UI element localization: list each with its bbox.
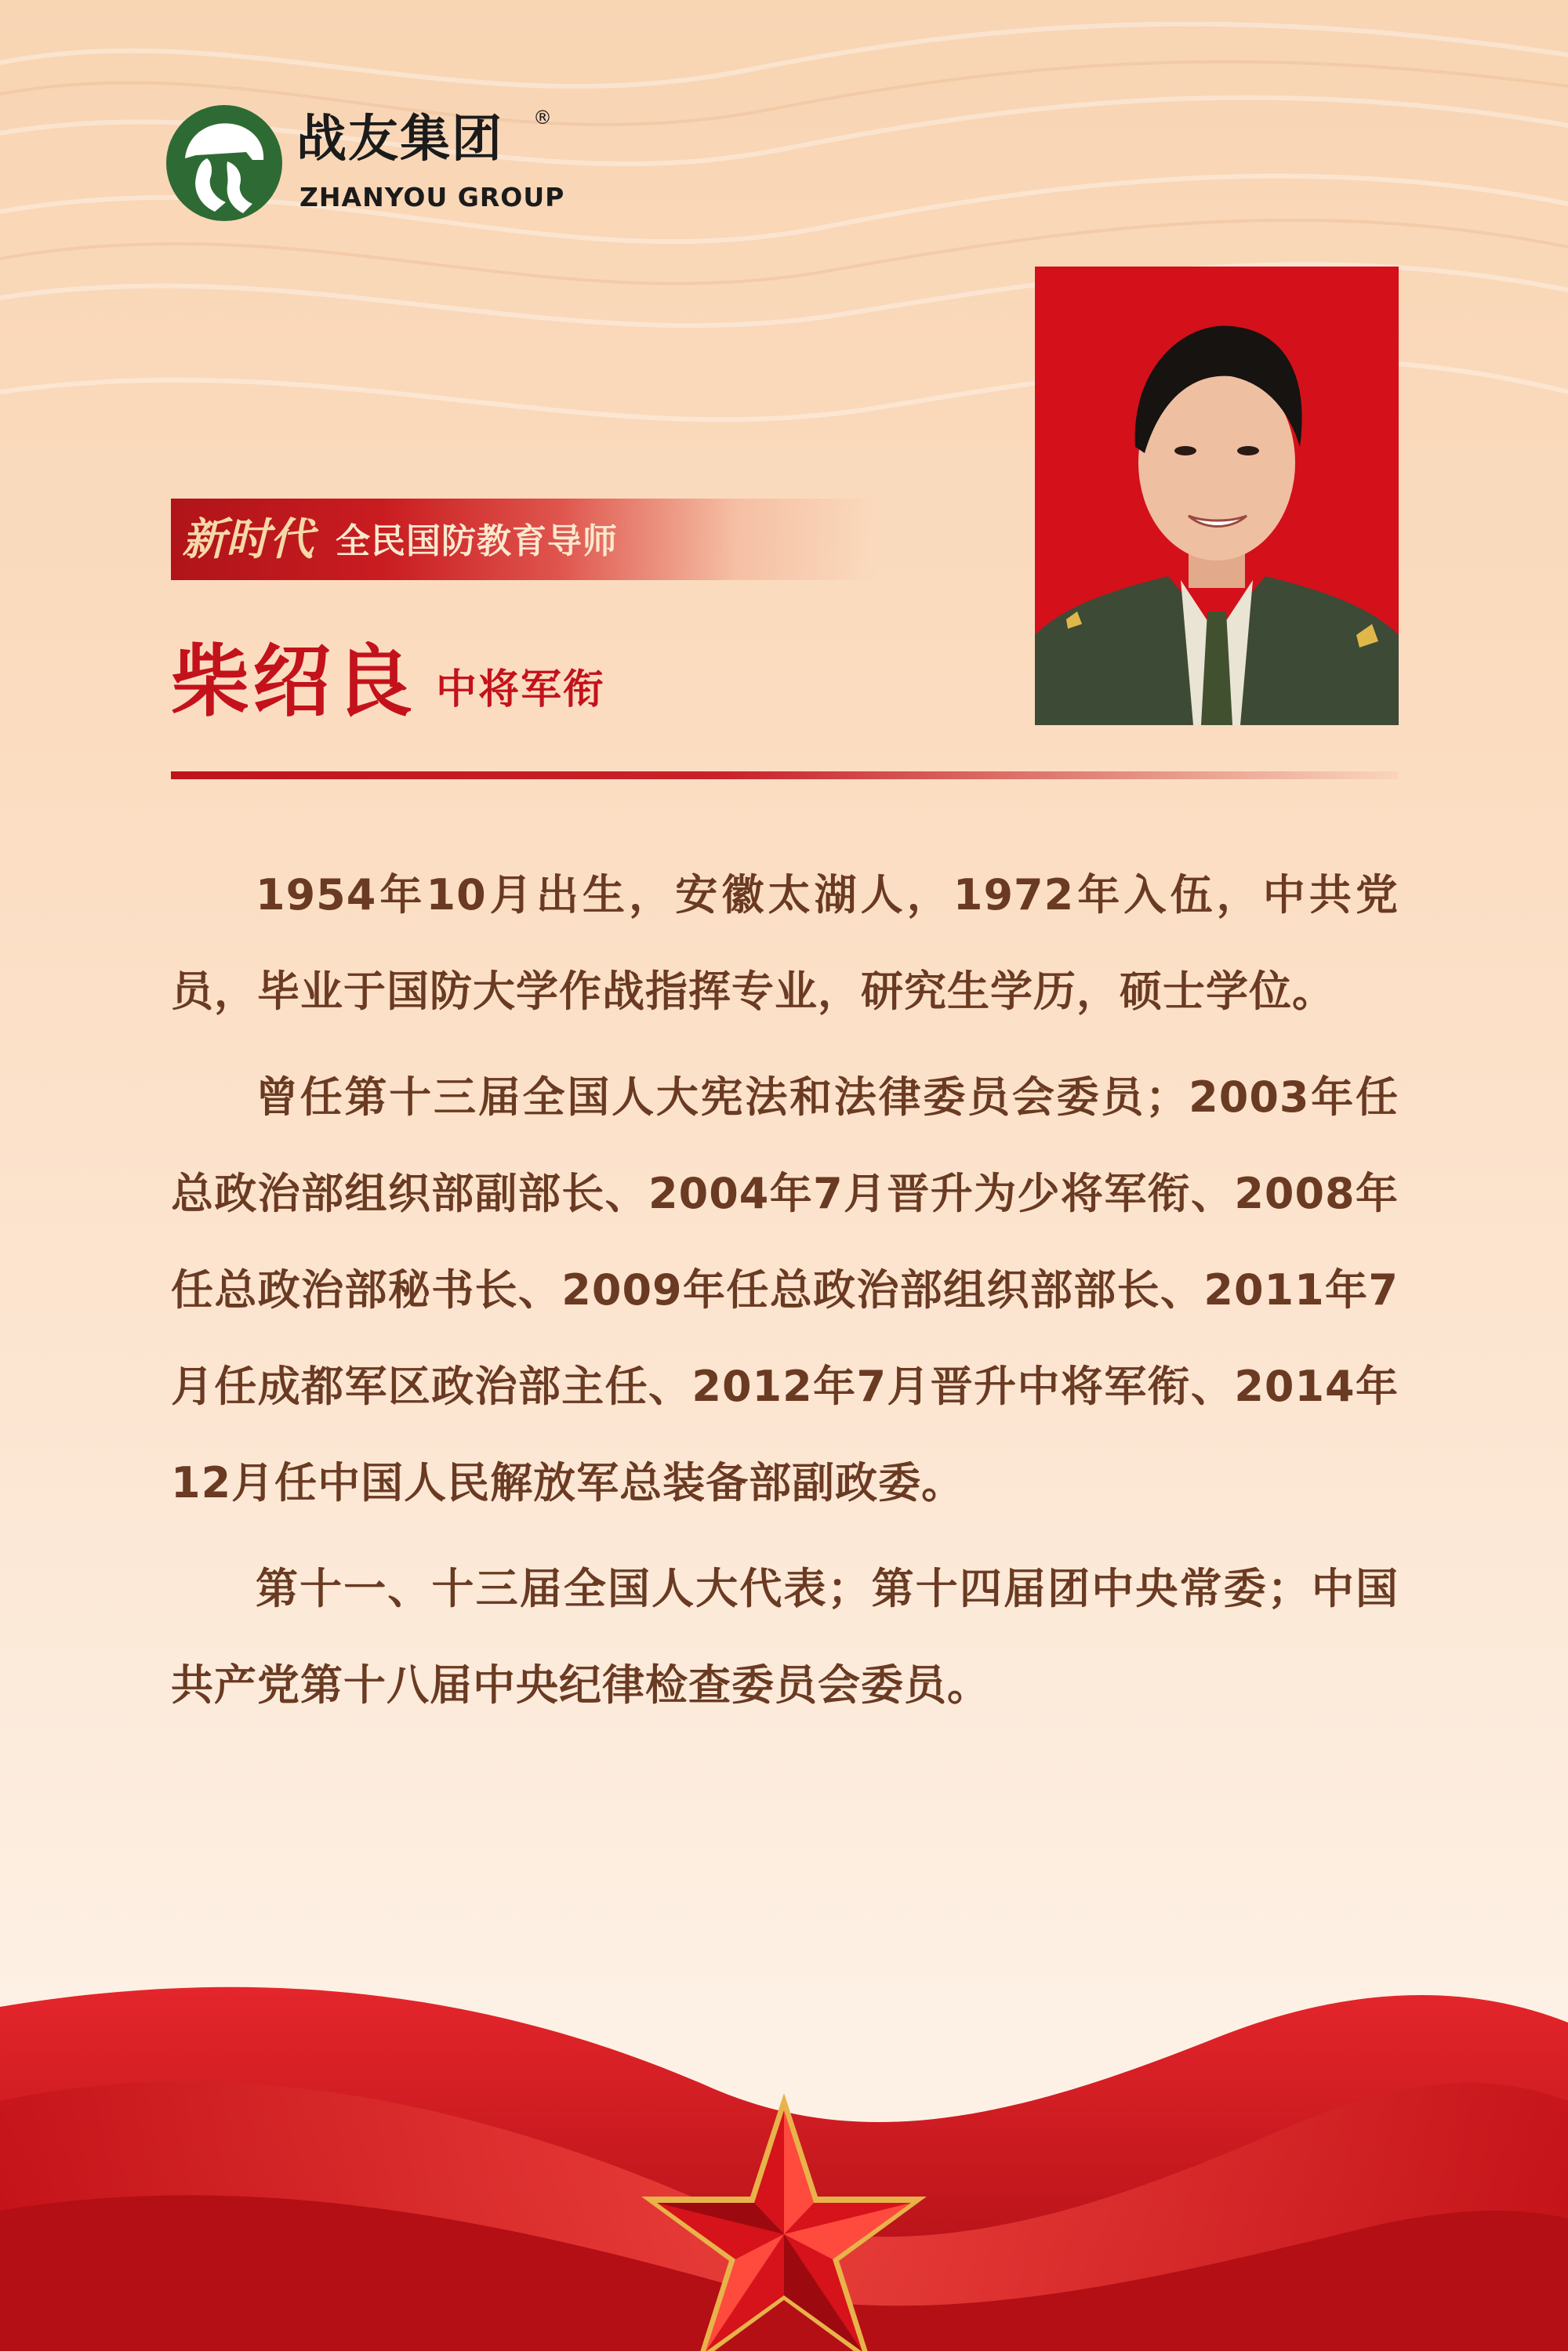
company-logo: [165, 103, 572, 229]
logo-name-chinese: 战友集团: [296, 111, 503, 169]
person-name: 柴绍良: [171, 635, 416, 727]
bio-paragraph: 曾任第十三届全国人大宪法和法律委员会委员；2003年任总政治部组织部副部长、2004年7月晋升为少将军衔、2008年任总政治部秘书长、2009年任总政治部组织部部长、2011年7月任成都军区政治部主任、2012年7月晋升中将军衔、2014年12月任中国人民解放军总装备部副政委。: [171, 1072, 1399, 1507]
logo-name-english: ZHANYOU GROUP: [299, 182, 565, 212]
banner-subtitle: 全民国防教育导师: [336, 521, 618, 561]
bio-paragraph: 第十一、十三届全国人大代表；第十四届团中央常委；中国共产党第十八届中央纪律检查委员会委员。: [171, 1564, 1399, 1710]
registered-mark: ®: [533, 107, 552, 129]
title-banner: [171, 499, 877, 580]
portrait-photo: [1035, 267, 1399, 725]
footer-ribbon: [0, 1975, 1568, 2351]
header-divider: [171, 771, 1399, 779]
person-rank: 中将军衔: [436, 666, 606, 713]
biography: [171, 847, 1399, 1743]
banner-script-text: 新时代: [182, 513, 314, 565]
bio-paragraph: 1954年10月出生，安徽太湖人，1972年入伍，中共党员，毕业于国防大学作战指挥专业，研究生学历，硕士学位。: [171, 870, 1399, 1016]
soldier-helmet-logo-icon: [165, 103, 284, 223]
